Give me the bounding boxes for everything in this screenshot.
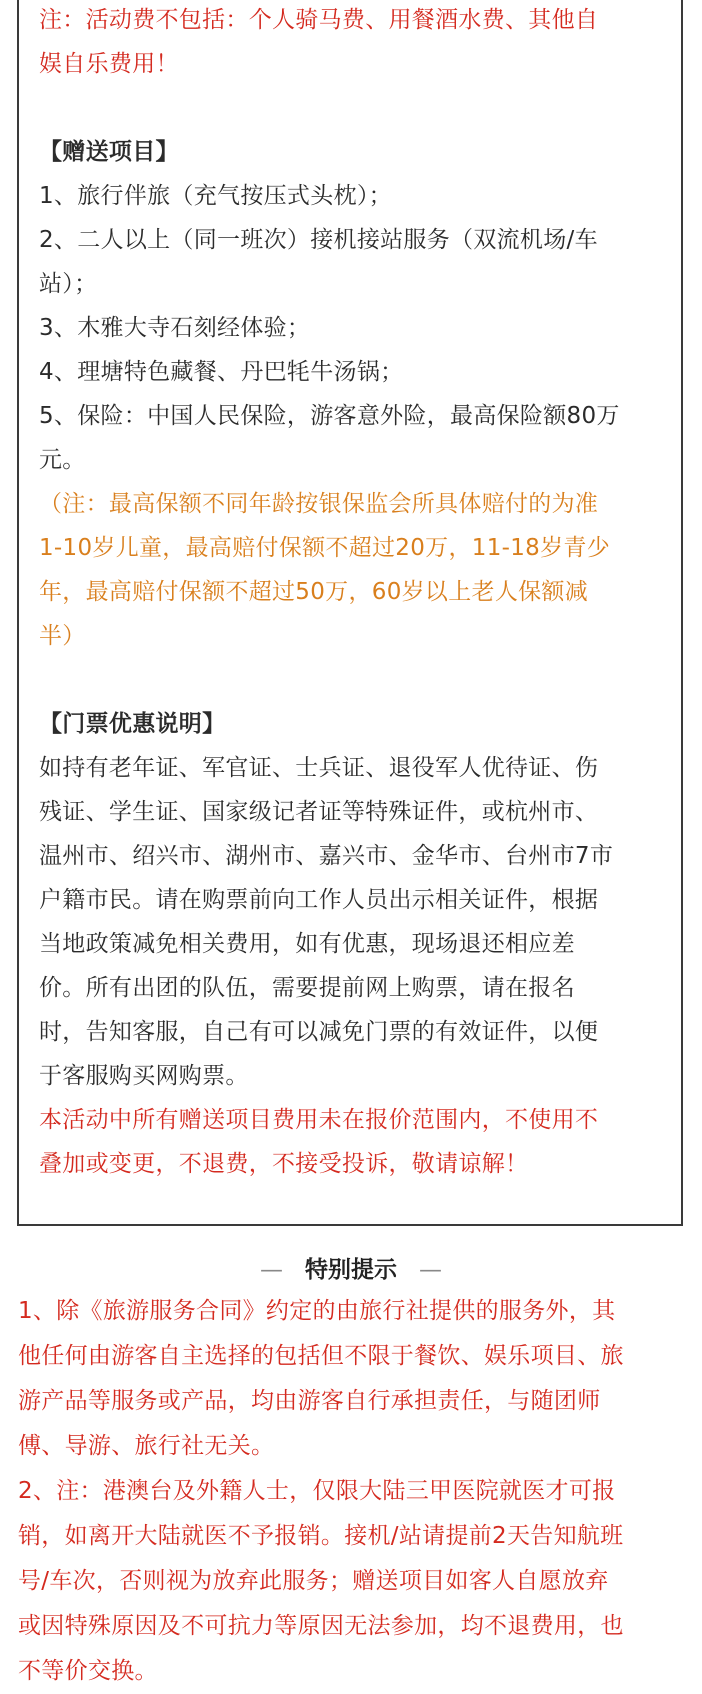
heading-dash-left: — — [259, 1257, 283, 1283]
fee-exclusion-note: 注：活动费不包括：个人骑马费、用餐酒水费、其他自 — [39, 7, 599, 33]
insurance-note: 1-10岁儿童，最高赔付保额不超过20万，11-18岁青少 — [39, 535, 610, 561]
no-refund-note: 叠加或变更，不退费，不接受投诉，敬请谅解！ — [39, 1151, 529, 1177]
ticket-text: 户籍市民。请在购票前向工作人员出示相关证件，根据 — [39, 887, 599, 913]
ticket-text: 如持有老年证、军官证、士兵证、退役军人优待证、伤 — [39, 755, 599, 781]
heading-dash-right: — — [419, 1257, 443, 1283]
special-notice-line: 销，如离开大陆就医不予报销。接机/站请提前2天告知航班 — [18, 1523, 624, 1549]
no-refund-note: 本活动中所有赠送项目费用未在报价范围内，不使用不 — [39, 1107, 599, 1133]
insurance-note: （注：最高保额不同年龄按银保监会所具体赔付的为准 — [39, 491, 599, 517]
special-notice-line: 2、注：港澳台及外籍人士，仅限大陆三甲医院就医才可报 — [18, 1478, 616, 1504]
spacer — [39, 86, 667, 130]
ticket-text: 残证、学生证、国家级记者证等特殊证件，或杭州市、 — [39, 799, 599, 825]
special-notice-line: 游产品等服务或产品，均由游客自行承担责任，与随团师 — [18, 1388, 601, 1414]
special-notice-line: 或因特殊原因及不可抗力等原因无法参加，均不退费用，也 — [18, 1613, 624, 1639]
gift-item: 4、理塘特色藏餐、丹巴牦牛汤锅； — [39, 359, 404, 385]
special-notice-line: 号/车次，否则视为放弃此服务；赠送项目如客人自愿放弃 — [18, 1568, 609, 1594]
special-notice-line: 1、除《旅游服务合同》约定的由旅行社提供的服务外，其 — [18, 1298, 616, 1324]
ticket-text: 于客服购买网购票。 — [39, 1063, 249, 1089]
ticket-text: 当地政策减免相关费用，如有优惠，现场退还相应差 — [39, 931, 575, 957]
special-notice-title: 特别提示 — [305, 1257, 397, 1283]
gift-item: 2、二人以上（同一班次）接机接站服务（双流机场/车 — [39, 227, 598, 253]
gift-item: 元。 — [39, 447, 86, 473]
special-notice-line: 傅、导游、旅行社无关。 — [18, 1433, 275, 1459]
fee-exclusion-note: 娱自乐费用！ — [39, 51, 179, 77]
special-notice-line: 不等价交换。 — [18, 1658, 158, 1684]
insurance-note: 半） — [39, 623, 86, 649]
ticket-text: 时，告知客服，自己有可以减免门票的有效证件，以便 — [39, 1019, 599, 1045]
info-box — [17, 0, 683, 1226]
gift-item: 3、木雅大寺石刻经体验； — [39, 315, 311, 341]
ticket-text: 价。所有出团的队伍，需要提前网上购票，请在报名 — [39, 975, 575, 1001]
gift-item: 1、旅行伴旅（充气按压式头枕）； — [39, 183, 392, 209]
spacer — [39, 658, 667, 702]
ticket-section-title: 【门票优惠说明】 — [39, 711, 226, 737]
special-notice-body — [18, 1289, 688, 1694]
ticket-text: 温州市、绍兴市、湖州市、嘉兴市、金华市、台州市7市 — [39, 843, 614, 869]
special-notice-line: 他任何由游客自主选择的包括但不限于餐饮、娱乐项目、旅 — [18, 1343, 624, 1369]
insurance-note: 年，最高赔付保额不超过50万，60岁以上老人保额减 — [39, 579, 589, 605]
gift-section-title: 【赠送项目】 — [39, 139, 179, 165]
info-box-content — [39, 0, 667, 1186]
gift-item: 站）； — [39, 271, 98, 297]
special-notice-heading — [0, 1250, 702, 1290]
gift-item: 5、保险：中国人民保险，游客意外险，最高保险额80万 — [39, 403, 620, 429]
